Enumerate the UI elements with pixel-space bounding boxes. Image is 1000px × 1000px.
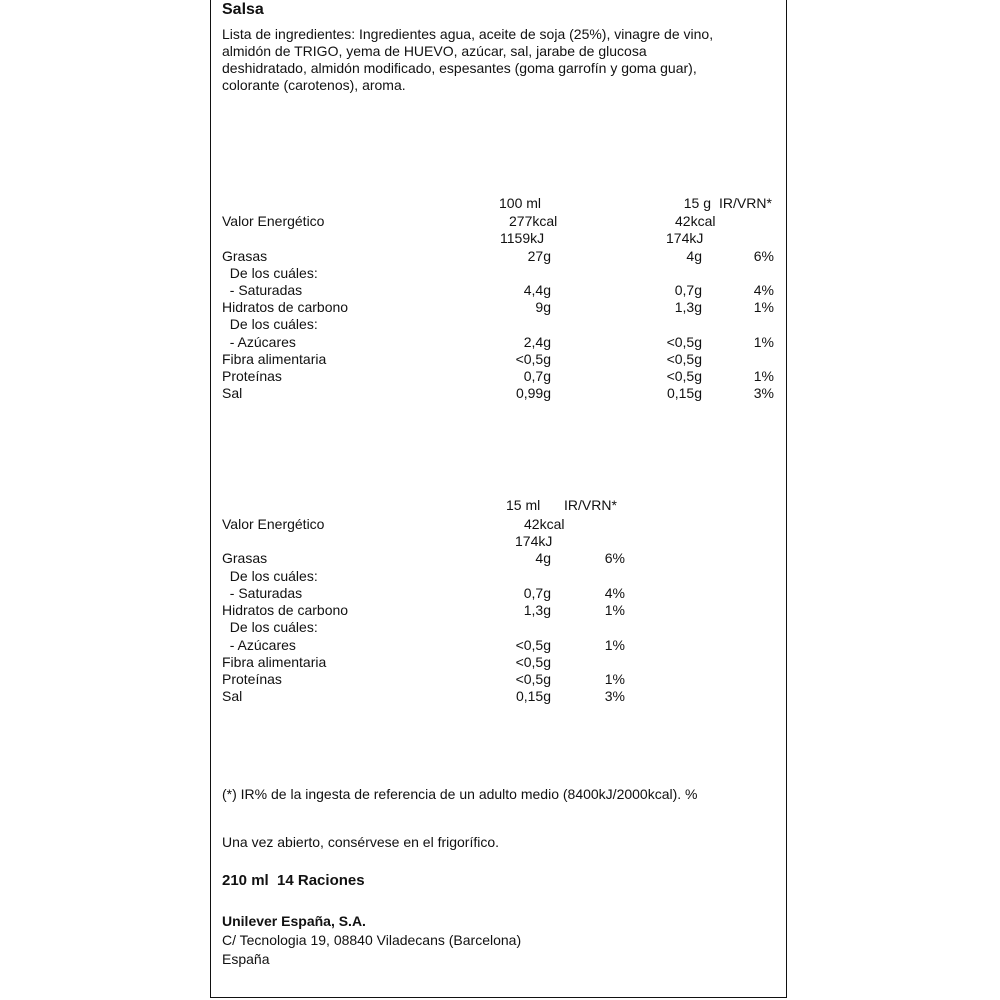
t1-row-label: Hidratos de carbono [222,299,349,315]
t1-row-v2: 0,7g [674,282,702,298]
storage-note: Una vez abierto, consérvese en el frigorífico. [222,834,500,850]
t2-row-v2: 1% [604,671,625,687]
t1-row-v2: 1,3g [674,299,702,315]
t1-row-v3: 1% [753,299,774,315]
ingredients-line: deshidratado, almidón modificado, espesantes (goma garrofín y goma guar), [222,60,697,76]
t1-row-v1: 0,7g [523,368,551,384]
t2-row-v2: 6% [604,550,625,566]
t1-row-label: Grasas [222,248,268,264]
t1-row-label: - Azúcares [222,334,296,350]
t1-row-v1: 27g [527,248,551,264]
company-name: Unilever España, S.A. [222,913,366,929]
t2-row-label: De los cuáles: [222,619,318,635]
product-title: Salsa [222,1,264,18]
t1-row-v3: 1% [753,368,774,384]
t1-row-label: De los cuáles: [222,265,318,281]
t1-row-v1: 9g [535,299,551,315]
t1-row-label: - Saturadas [222,282,303,298]
t2-row-v2: 3% [604,688,625,704]
t2-row-v1: 4g [535,550,551,566]
t2-energy-label: Valor Energético [222,516,325,532]
t2-row-label: Hidratos de carbono [222,602,349,618]
label-panel [210,0,787,998]
t1-energy-kj-100: 1159kJ [500,230,545,246]
t2-row-label: Sal [222,688,243,704]
t1-energy-kcal-100: 277kcal [509,213,558,229]
t2-row-label: Proteínas [222,671,282,687]
t1-row-v2: 4g [686,248,702,264]
t2-row-label: De los cuáles: [222,568,318,584]
t1-energy-kj-15: 174kJ [666,230,704,246]
t2-row-v2: 4% [604,585,625,601]
t2-row-v1: 0,7g [523,585,551,601]
t2-row-v1: 1,3g [523,602,551,618]
t2-row-v1: <0,5g [515,637,551,653]
t1-row-label: Proteínas [222,368,282,384]
t1-row-v3: 1% [753,334,774,350]
t2-row-label: Fibra alimentaria [222,654,327,670]
package-info: 210 ml 14 Raciones [222,872,365,889]
t1-row-v1: <0,5g [515,351,551,367]
t1-header-100ml: 100 ml [499,195,542,211]
t1-row-label: Sal [222,385,243,401]
t1-row-v1: 4,4g [523,282,551,298]
t1-row-v3: 3% [753,385,774,401]
t2-row-label: Grasas [222,550,268,566]
t1-row-v1: 2,4g [523,334,551,350]
t2-energy-kj: 174kJ [515,533,553,549]
t1-row-v1: 0,99g [515,385,551,401]
t1-row-v3: 6% [753,248,774,264]
t2-row-v1: <0,5g [515,671,551,687]
t2-row-label: - Azúcares [222,637,296,653]
t1-energy-kcal-15: 42kcal [675,213,716,229]
ingredients-line: colorante (carotenos), aroma. [222,77,406,93]
ingredients-line: almidón de TRIGO, yema de HUEVO, azúcar, sal, jarabe de glucosa [222,43,647,59]
ingredients-line: Lista de ingredientes: Ingredientes agua, aceite de soja (25%), vinagre de vino, [222,26,714,42]
company-address: C/ Tecnologia 19, 08840 Viladecans (Barcelona) [222,932,522,948]
t2-energy-kcal: 42kcal [524,516,565,532]
t1-energy-label: Valor Energético [222,213,325,229]
ingredients-list [222,26,782,94]
t2-row-v1: <0,5g [515,654,551,670]
t2-header-15ml: 15 ml [506,497,541,513]
t2-row-label: - Saturadas [222,585,303,601]
t1-row-v2: 0,15g [666,385,702,401]
t1-row-label: Fibra alimentaria [222,351,327,367]
t2-row-v2: 1% [604,602,625,618]
t2-row-v2: 1% [604,637,625,653]
t1-header-15g: 15 g [683,195,711,211]
t1-row-label: De los cuáles: [222,316,318,332]
reference-footnote: (*) IR% de la ingesta de referencia de un adulto medio (8400kJ/2000kcal). % [222,786,698,802]
t1-row-v2: <0,5g [666,368,702,384]
t1-row-v3: 4% [753,282,774,298]
t2-row-v1: 0,15g [515,688,551,704]
t1-row-v2: <0,5g [666,351,702,367]
t1-header-irvrn: IR/VRN* [719,195,772,211]
t2-header-irvrn: IR/VRN* [564,497,617,513]
company-country: España [222,951,270,967]
t1-row-v2: <0,5g [666,334,702,350]
